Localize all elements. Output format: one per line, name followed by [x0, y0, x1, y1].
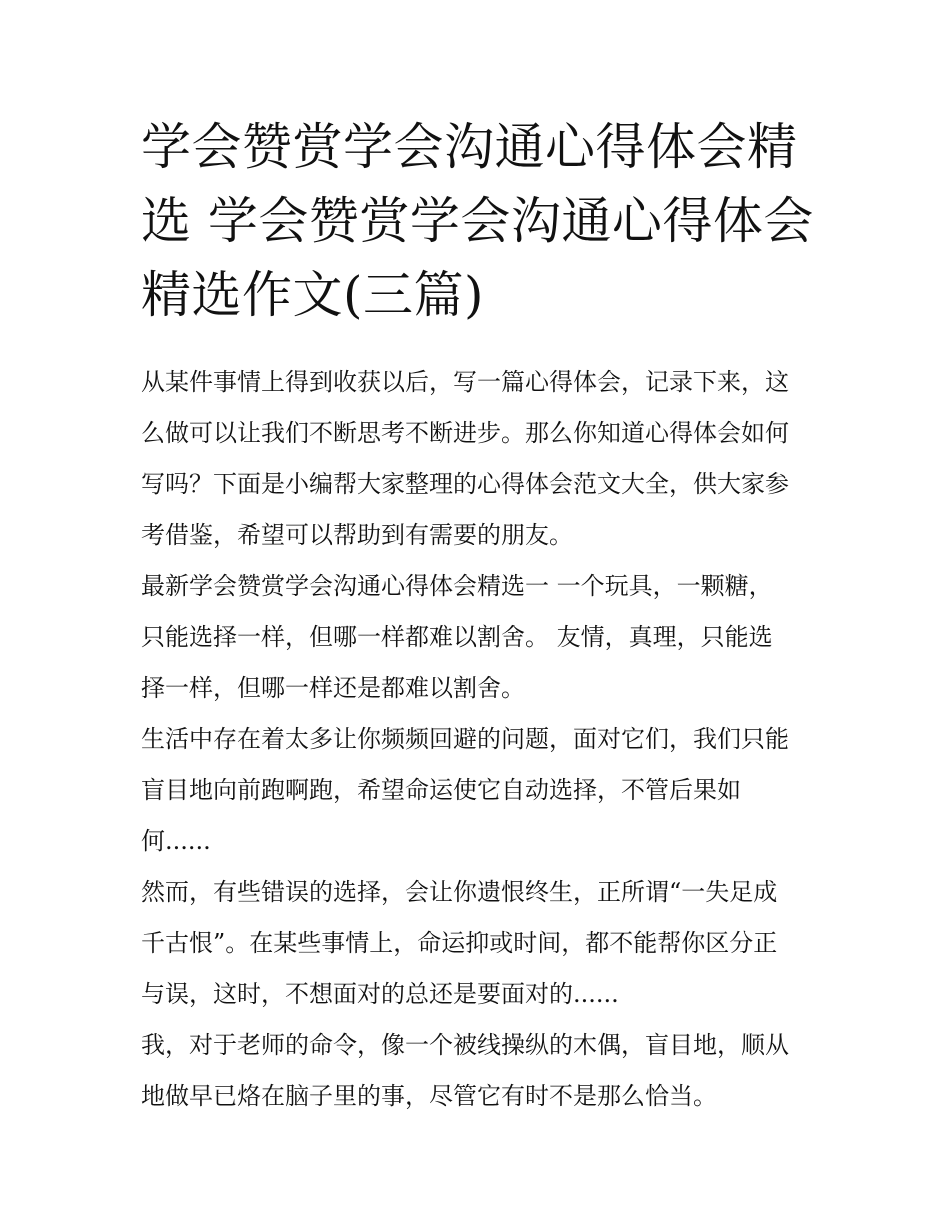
text-line: 盲目地向前跑啊跑，希望命运使它自动选择，不管后果如	[141, 776, 741, 804]
title-line: 选 学会赞赏学会沟通心得体会	[141, 192, 814, 250]
text-line: 只能选择一样，但哪一样都难以割舍。 友情，真理，只能选	[141, 623, 773, 651]
text-line: 写吗？下面是小编帮大家整理的心得体会范文大全，供大家参	[141, 470, 789, 498]
body-paragraph	[141, 1020, 821, 1122]
text-line: 千古恨”。在某些事情上，命运抑或时间，都不能帮你区分正	[141, 929, 778, 957]
text-line: 从某件事情上得到收获以后，写一篇心得体会，记录下来，这	[141, 368, 789, 396]
text-line: 与误，这时，不想面对的总还是要面对的......	[141, 980, 619, 1008]
title-line: 学会赞赏学会沟通心得体会精	[141, 118, 798, 176]
text-line: 择一样，但哪一样还是都难以割舍。	[141, 674, 525, 702]
document-body	[141, 357, 821, 1122]
document-title	[141, 110, 814, 332]
section-one-paragraph	[141, 561, 821, 714]
title-line: 精选作文(三篇)	[141, 266, 485, 324]
intro-paragraph	[141, 357, 821, 561]
text-line: 考借鉴，希望可以帮助到有需要的朋友。	[141, 521, 573, 549]
body-paragraph	[141, 867, 821, 1020]
text-line: 最新学会赞赏学会沟通心得体会精选一 一个玩具，一颗糖，	[141, 572, 773, 600]
text-line: 何......	[141, 827, 211, 855]
text-line: 地做早已烙在脑子里的事，尽管它有时不是那么恰当。	[141, 1082, 717, 1110]
text-line: 然而，有些错误的选择，会让你遗恨终生，正所谓“一失足成	[141, 878, 778, 906]
body-paragraph	[141, 714, 821, 867]
text-line: 生活中存在着太多让你频频回避的问题，面对它们，我们只能	[141, 725, 789, 753]
text-line: 么做可以让我们不断思考不断进步。那么你知道心得体会如何	[141, 419, 789, 447]
text-line: 我，对于老师的命令，像一个被线操纵的木偶，盲目地，顺从	[141, 1031, 789, 1059]
